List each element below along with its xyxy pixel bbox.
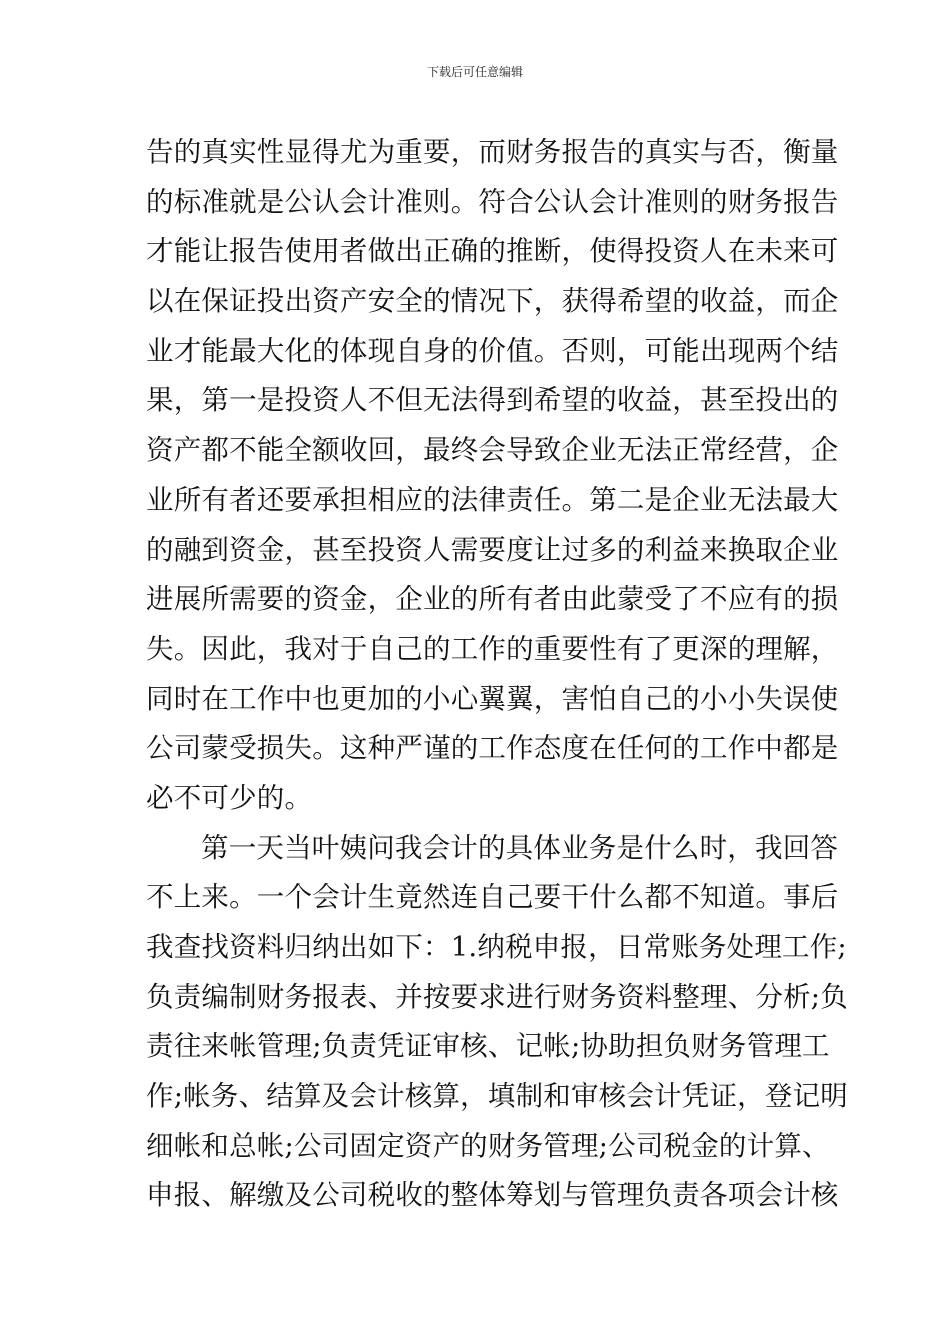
text-line: 资产都不能全额收回，最终会导致企业无法正常经营，企 xyxy=(146,434,839,467)
paragraph-1 xyxy=(146,128,839,824)
text-line: 我查找资料归纳出如下：1.纳税申报，日常账务处理工作; xyxy=(146,931,847,963)
text-line: 细帐和总帐;公司固定资产的财务管理;公司税金的计算、 xyxy=(146,1129,830,1162)
text-line: 业所有者还要承担相应的法律责任。第二是企业无法最大 xyxy=(146,483,839,516)
text-line: 失。因此，我对于自己的工作的重要性有了更深的理解， xyxy=(146,632,839,665)
text-line: 责往来帐管理;负责凭证审核、记帐;协助担负财务管理工 xyxy=(146,1030,830,1063)
text-line: 的融到资金，甚至投资人需要度让过多的利益来换取企业 xyxy=(146,533,839,566)
text-line: 负责编制财务报表、并按要求进行财务资料整理、分析;负 xyxy=(146,980,848,1013)
document-body xyxy=(146,128,848,1221)
text-line: 申报、解缴及公司税收的整体筹划与管理负责各项会计核 xyxy=(146,1179,839,1212)
text-line: 果，第一是投资人不但无法得到希望的收益，甚至投出的 xyxy=(146,384,839,417)
paragraph-2 xyxy=(146,824,848,1222)
text-line: 以在保证投出资产安全的情况下，获得希望的收益，而企 xyxy=(146,285,839,318)
text-line: 公司蒙受损失。这种严谨的工作态度在任何的工作中都是 xyxy=(146,732,839,765)
text-line: 进展所需要的资金，企业的所有者由此蒙受了不应有的损 xyxy=(146,583,839,616)
page-header: 下载后可任意编辑 xyxy=(426,65,523,79)
text-line: 不上来。一个会计生竟然连自己要干什么都不知道。事后 xyxy=(146,881,839,914)
text-line: 同时在工作中也更加的小心翼翼，害怕自己的小小失误使 xyxy=(146,682,839,715)
text-line: 第一天当叶姨问我会计的具体业务是什么时，我回答 xyxy=(201,831,839,864)
text-line: 必不可少的。 xyxy=(146,781,313,814)
text-line: 作;帐务、结算及会计核算，填制和审核会计凭证，登记明 xyxy=(146,1080,848,1113)
text-line: 的标准就是公认会计准则。符合公认会计准则的财务报告 xyxy=(146,185,839,218)
text-line: 业才能最大化的体现自身的价值。否则，可能出现两个结 xyxy=(146,334,839,367)
text-line: 才能让报告使用者做出正确的推断，使得投资人在未来可 xyxy=(146,235,839,268)
text-line: 告的真实性显得尤为重要，而财务报告的真实与否，衡量 xyxy=(146,136,839,168)
